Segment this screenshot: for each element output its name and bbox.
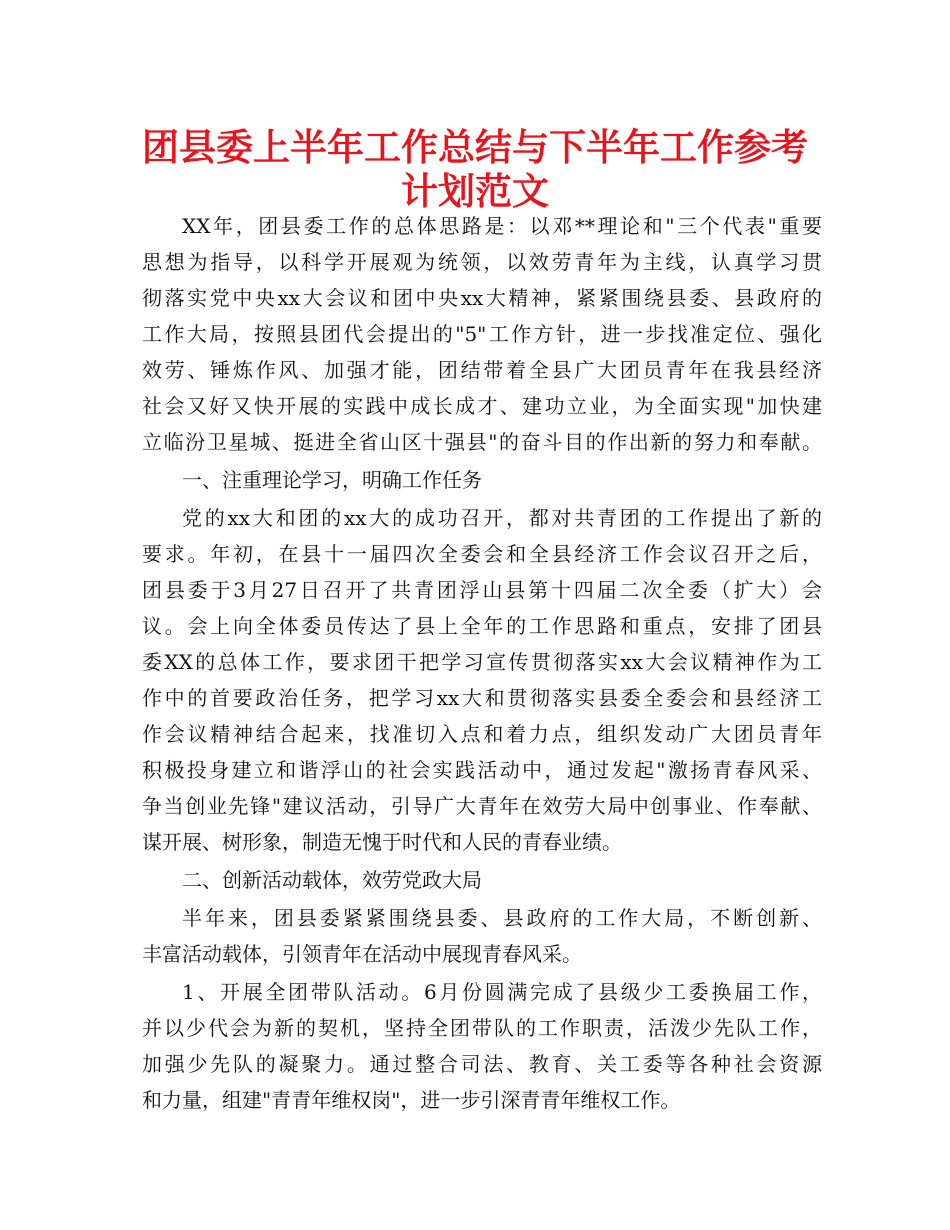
paragraph-line: 思想为指导，以科学开展观为统领，以效劳青年为主线，认真学习贯: [142, 250, 822, 274]
paragraph-line: 和力量，组建"青青年维权岗"，进一步引深青青年维权工作。: [142, 1088, 681, 1112]
paragraph-line: 效劳、锤炼作风、加强才能，团结带着全县广大团员青年在我县经济: [142, 358, 822, 382]
paragraph-line: 社会又好又快开展的实践中成长成才、建功立业，为全面实现"加快建: [142, 394, 822, 418]
paragraph-line: 谋开展、树形象，制造无愧于时代和人民的青春业绩。: [142, 830, 622, 854]
paragraph-line: 丰富活动载体，引领青年在活动中展现青春风采。: [142, 942, 582, 966]
paragraph-line: 工作大局，按照县团代会提出的"5"工作方针，进一步找准定位、强化: [142, 322, 822, 346]
paragraph-line: 团县委于3月27日召开了共青团浮山县第十四届二次全委（扩大）会: [142, 578, 822, 602]
document-title-line-2: 计划范文: [401, 170, 549, 213]
paragraph-line: 立临汾卫星城、挺进全省山区十强县"的奋斗目的作出新的努力和奉献。: [142, 430, 822, 454]
paragraph-line: 作中的首要政治任务，把学习xx大和贯彻落实县委全委会和县经济工: [142, 686, 822, 710]
paragraph-line: 争当创业先锋"建议活动，引导广大青年在效劳大局中创事业、作奉献、: [142, 794, 822, 818]
section-heading-1: 一、注重理论学习，明确工作任务: [182, 468, 482, 492]
paragraph-line: 半年来，团县委紧紧围绕县委、县政府的工作大局，不断创新、: [182, 906, 822, 930]
paragraph-line: 加强少先队的凝聚力。通过整合司法、教育、关工委等各种社会资源: [142, 1052, 822, 1076]
paragraph-line: 党的xx大和团的xx大的成功召开，都对共青团的工作提出了新的: [182, 506, 822, 530]
paragraph-line: 彻落实党中央xx大会议和团中央xx大精神，紧紧围绕县委、县政府的: [142, 286, 822, 310]
document-title-line-1: 团县委上半年工作总结与下半年工作参考: [142, 126, 808, 169]
paragraph-line: 委XX的总体工作，要求团干把学习宣传贯彻落实xx大会议精神作为工: [142, 650, 822, 674]
paragraph-line: 议。会上向全体委员传达了县上全年的工作思路和重点，安排了团县: [142, 614, 822, 638]
paragraph-line: XX年，团县委工作的总体思路是：以邓**理论和"三个代表"重要: [182, 214, 822, 238]
paragraph-line: 作会议精神结合起来，找准切入点和着力点，组织发动广大团员青年: [142, 722, 822, 746]
paragraph-line: 要求。年初，在县十一届四次全委会和全县经济工作会议召开之后，: [142, 542, 822, 566]
paragraph-line: 并以少代会为新的契机，坚持全团带队的工作职责，活泼少先队工作，: [142, 1016, 822, 1040]
section-heading-2: 二、创新活动载体，效劳党政大局: [182, 868, 482, 892]
paragraph-line: 积极投身建立和谐浮山的社会实践活动中，通过发起"激扬青春风采、: [142, 758, 822, 782]
paragraph-line: 1、开展全团带队活动。6月份圆满完成了县级少工委换届工作，: [182, 980, 822, 1004]
